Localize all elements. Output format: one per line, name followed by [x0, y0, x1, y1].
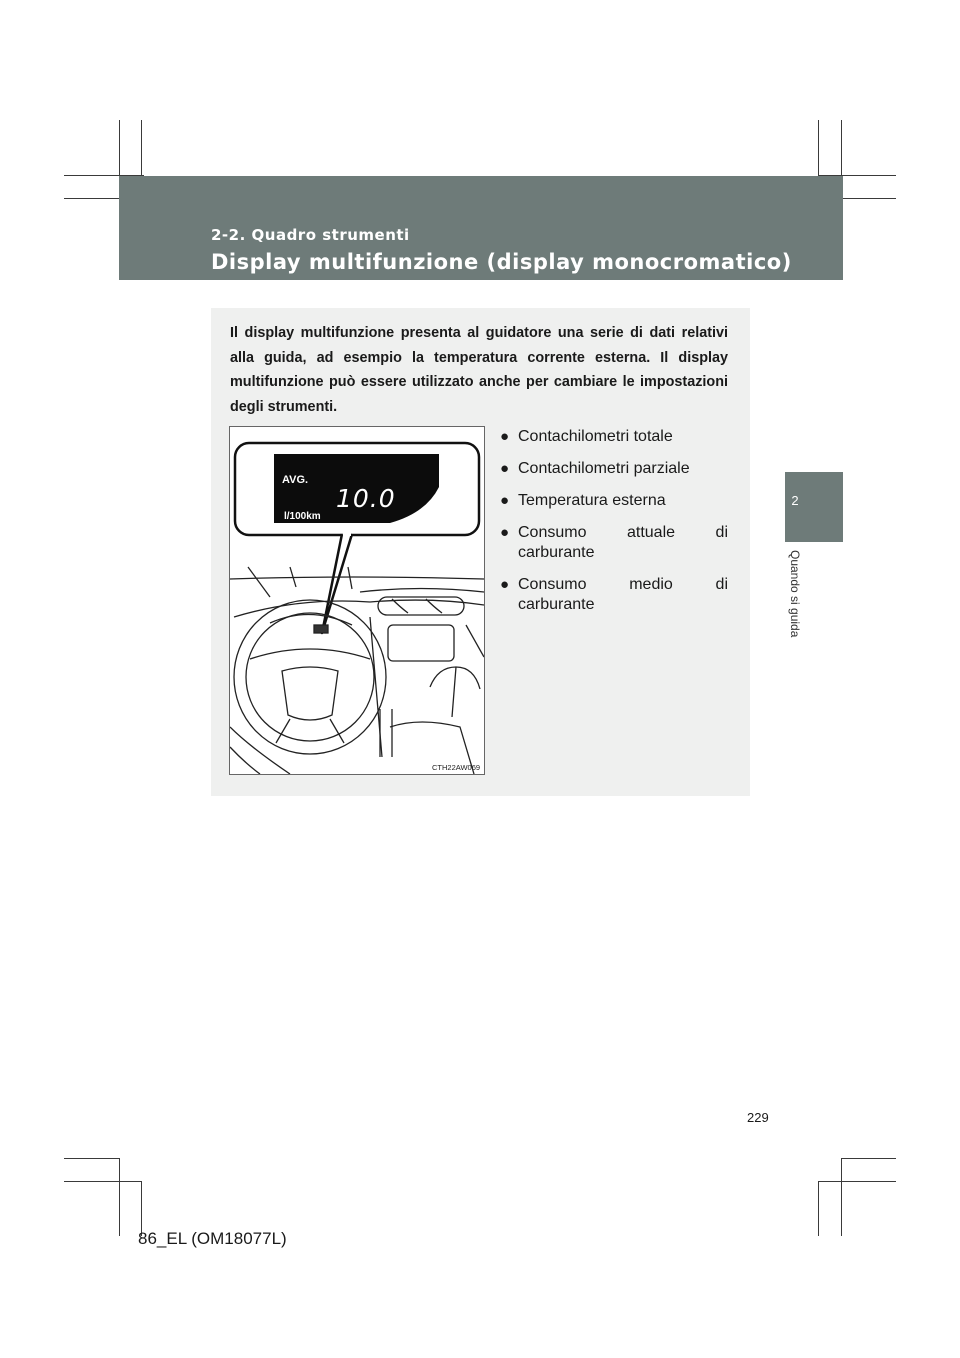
dashboard-illustration	[229, 426, 485, 775]
crop-mark	[818, 1182, 819, 1236]
feature-list	[500, 427, 728, 627]
intro-paragraph: Il display multifunzione presenta al guidatore una serie di dati relativi alla guida, ad esempio la temperatura corrente esterna. Il display multifunzione può essere utilizzato anche per cambiare le impostazioni degli strumenti.	[230, 325, 728, 415]
list-item	[500, 523, 728, 563]
list-item-text-continued: carburante	[518, 596, 595, 613]
crop-mark	[841, 1158, 842, 1236]
figure-code: CTH22AW069	[432, 763, 481, 772]
dashboard-lines	[230, 567, 484, 774]
chapter-number: 2	[791, 493, 799, 508]
crop-mark	[64, 1158, 120, 1159]
crop-mark	[141, 120, 142, 176]
crop-mark	[64, 198, 120, 199]
crop-mark	[818, 1181, 896, 1182]
lcd-value-text: 10.0	[336, 484, 396, 513]
list-item-text: Contachilometri totale	[518, 428, 673, 445]
list-item	[500, 459, 728, 479]
callout-pointer	[322, 534, 352, 633]
page-title: Display multifunzione (display monocromatico)	[211, 250, 792, 274]
list-item	[500, 427, 728, 447]
list-item-text: Contachilometri parziale	[518, 460, 690, 477]
crop-mark	[119, 1158, 120, 1236]
page-number: 229	[747, 1110, 769, 1125]
crop-mark	[818, 120, 819, 176]
crop-mark	[64, 1181, 142, 1182]
list-item	[500, 491, 728, 511]
bullet-icon: ●	[500, 460, 510, 477]
list-item-text: Temperatura esterna	[518, 492, 666, 509]
list-item-text-continued: carburante	[518, 544, 595, 561]
bullet-icon: ●	[500, 428, 510, 445]
list-item-text: Consumo attuale di	[518, 524, 728, 541]
lcd-unit-text: l/100km	[284, 511, 321, 522]
list-item	[500, 575, 728, 615]
list-item-text: Consumo medio di	[518, 576, 728, 593]
lcd-mode-text: AVG.	[282, 474, 309, 486]
crop-mark	[841, 198, 896, 199]
bullet-icon: ●	[500, 576, 510, 593]
section-label: 2-2. Quadro strumenti	[211, 226, 410, 244]
document-id: 86_EL (OM18077L)	[138, 1229, 287, 1248]
chapter-label: Quando si guida	[788, 550, 802, 638]
crop-mark	[841, 1158, 896, 1159]
bullet-icon: ●	[500, 524, 510, 541]
crop-mark	[141, 1182, 142, 1236]
bullet-icon: ●	[500, 492, 510, 509]
